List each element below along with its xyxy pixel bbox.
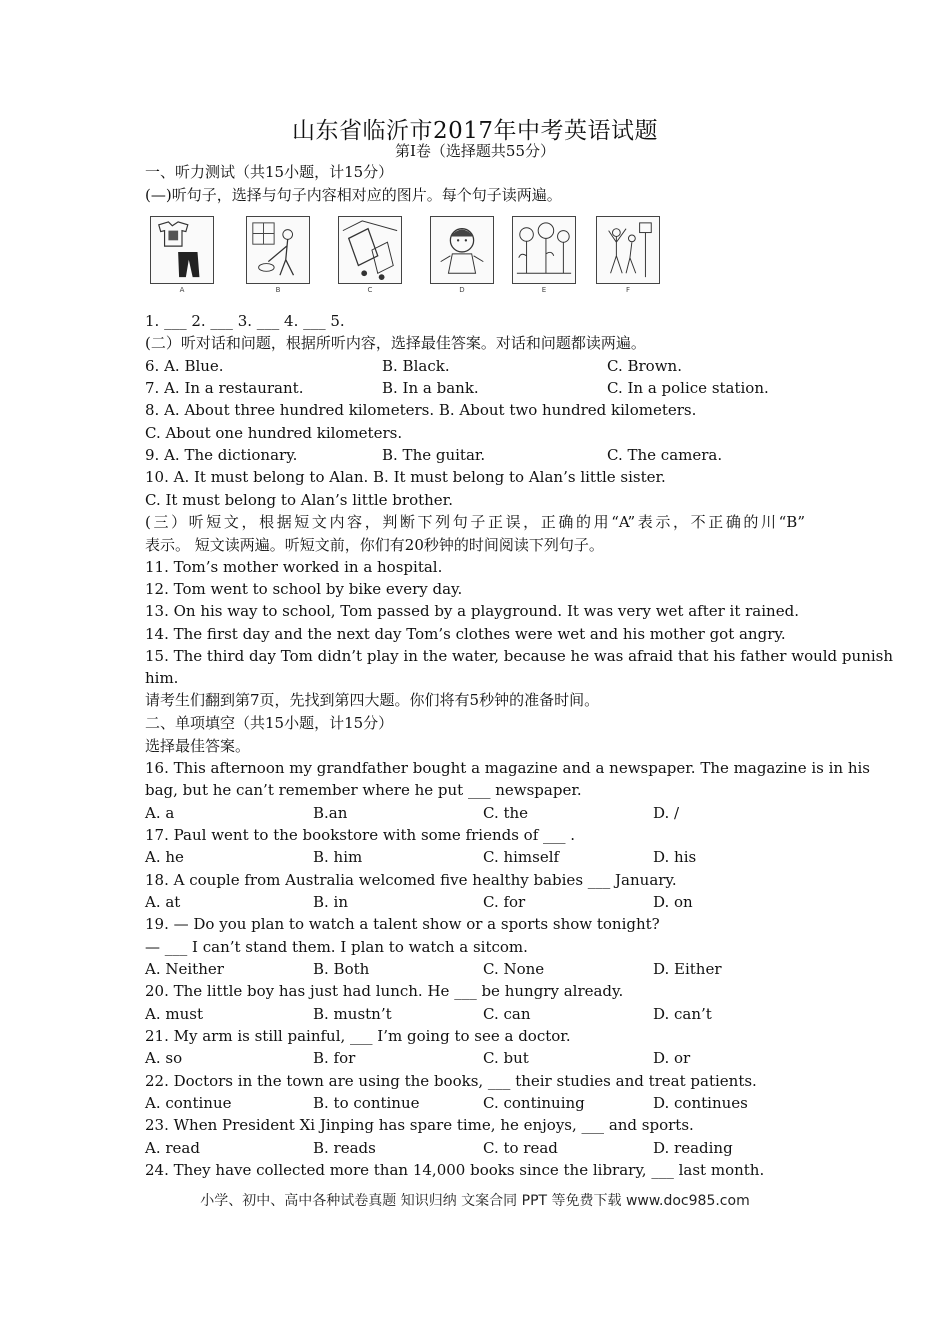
q20-option-c: C. can bbox=[483, 1005, 531, 1023]
listening-pictures bbox=[150, 216, 670, 296]
answer-line-1-5: 1. ___ 2. ___ 3. ___ 4. ___ 5. bbox=[145, 312, 345, 330]
q19-line1: 19. — Do you plan to watch a talent show or a sports show tonight? bbox=[145, 915, 660, 933]
q21-option-a: A. so bbox=[145, 1049, 183, 1067]
q18-option-d: D. on bbox=[653, 893, 693, 911]
q23-option-d: D. reading bbox=[653, 1139, 733, 1157]
q8-line1: 8. A. About three hundred kilometers. B. About two hundred kilometers. bbox=[145, 401, 697, 419]
q17-option-b: B. him bbox=[313, 848, 363, 866]
q22-option-a: A. continue bbox=[145, 1094, 232, 1112]
part3-instruction-line1: (三）听短文，根据短文内容，判断下列句子正误，正确的用“A”表示，不正确的川“B” bbox=[145, 513, 805, 531]
q19-line2: — ___ I can’t stand them. I plan to watch a sitcom. bbox=[145, 938, 528, 956]
q14: 14. The first day and the next day Tom’s clothes were wet and his mother got angry. bbox=[145, 625, 786, 643]
q20-option-d: D. can’t bbox=[653, 1005, 712, 1023]
q9-option-b: B. The guitar. bbox=[382, 446, 486, 464]
q24: 24. They have collected more than 14,000 books since the library, ___ last month. bbox=[145, 1161, 765, 1179]
picture-d-girl bbox=[430, 216, 494, 284]
picture-e-label: E bbox=[541, 286, 547, 294]
page-subtitle: 第Ⅰ卷（选择题共55分） bbox=[394, 142, 555, 160]
part2-instruction: (二）听对话和问题，根据所听内容，选择最佳答案。对话和问题都读两遍。 bbox=[145, 334, 646, 352]
picture-c-shopping bbox=[338, 216, 402, 284]
q16-line1: 16. This afternoon my grandfather bought a magazine and a newspaper. The magazine is in his bbox=[145, 759, 871, 777]
picture-c-label: C bbox=[367, 286, 373, 294]
q16-option-c: C. the bbox=[483, 804, 529, 822]
picture-f-label: F bbox=[625, 286, 631, 294]
q21: 21. My arm is still painful, ___ I’m going to see a doctor. bbox=[145, 1027, 571, 1045]
q8-line2: C. About one hundred kilometers. bbox=[145, 424, 403, 442]
section2-heading: 二、单项填空（共15小题，计15分） bbox=[145, 714, 394, 732]
turn-page-note: 请考生们翻到第7页，先找到第四大题。你们将有5秒钟的准备时间。 bbox=[145, 691, 600, 709]
q23: 23. When President Xi Jinping has spare time, he enjoys, ___ and sports. bbox=[145, 1116, 694, 1134]
q16-option-b: B.an bbox=[313, 804, 348, 822]
q7-option-b: B. In a bank. bbox=[382, 379, 479, 397]
picture-f-basketball bbox=[596, 216, 660, 284]
q16-option-d: D. / bbox=[653, 804, 680, 822]
q15-line1: 15. The third day Tom didn’t play in the water, because he was afraid that his father would punish bbox=[145, 647, 894, 665]
q9-option-a: 9. A. The dictionary. bbox=[145, 446, 298, 464]
picture-d-label: D bbox=[459, 286, 465, 294]
picture-e-flowers bbox=[512, 216, 576, 284]
q17-option-c: C. himself bbox=[483, 848, 560, 866]
q20-option-b: B. mustn’t bbox=[313, 1005, 392, 1023]
q6-option-a: 6. A. Blue. bbox=[145, 357, 224, 375]
q17-option-d: D. his bbox=[653, 848, 697, 866]
q17-option-a: A. he bbox=[145, 848, 184, 866]
q22-option-d: D. continues bbox=[653, 1094, 748, 1112]
picture-a-clothes bbox=[150, 216, 214, 284]
q19-option-a: A. Neither bbox=[145, 960, 224, 978]
q23-option-c: C. to read bbox=[483, 1139, 558, 1157]
q10-line1: 10. A. It must belong to Alan. B. It must belong to Alan’s little sister. bbox=[145, 468, 666, 486]
q7-option-c: C. In a police station. bbox=[607, 379, 769, 397]
section1-heading: 一、听力测试（共15小题，计15分） bbox=[145, 163, 394, 181]
q21-option-c: C. but bbox=[483, 1049, 529, 1067]
q22: 22. Doctors in the town are using the books, ___ their studies and treat patients. bbox=[145, 1072, 757, 1090]
q6-option-c: C. Brown. bbox=[607, 357, 682, 375]
q16-line2: bag, but he can’t remember where he put ___ newspaper. bbox=[145, 781, 582, 799]
q17: 17. Paul went to the bookstore with some friends of ___ . bbox=[145, 826, 576, 844]
q21-option-b: B. for bbox=[313, 1049, 356, 1067]
page-title: 山东省临沂市2017年中考英语试题 bbox=[291, 118, 659, 144]
q18-option-b: B. in bbox=[313, 893, 349, 911]
q7-option-a: 7. A. In a restaurant. bbox=[145, 379, 304, 397]
q19-option-d: D. Either bbox=[653, 960, 722, 978]
q16-option-a: A. a bbox=[145, 804, 175, 822]
picture-b-cleaning bbox=[246, 216, 310, 284]
q19-option-b: B. Both bbox=[313, 960, 370, 978]
q6-option-b: B. Black. bbox=[382, 357, 450, 375]
q15-line2: him. bbox=[145, 669, 179, 687]
q22-option-c: C. continuing bbox=[483, 1094, 585, 1112]
q18: 18. A couple from Australia welcomed five healthy babies ___ January. bbox=[145, 871, 677, 889]
q23-option-a: A. read bbox=[145, 1139, 200, 1157]
q18-option-a: A. at bbox=[145, 893, 181, 911]
q11: 11. Tom’s mother worked in a hospital. bbox=[145, 558, 443, 576]
q9-option-c: C. The camera. bbox=[607, 446, 723, 464]
q22-option-b: B. to continue bbox=[313, 1094, 420, 1112]
q20: 20. The little boy has just had lunch. He ___ be hungry already. bbox=[145, 982, 624, 1000]
q23-option-b: B. reads bbox=[313, 1139, 376, 1157]
q21-option-d: D. or bbox=[653, 1049, 691, 1067]
q18-option-c: C. for bbox=[483, 893, 526, 911]
q10-line2: C. It must belong to Alan’s little brother. bbox=[145, 491, 453, 509]
section2-instruction: 选择最佳答案。 bbox=[145, 737, 251, 755]
picture-b-label: B bbox=[275, 286, 281, 294]
q19-option-c: C. None bbox=[483, 960, 545, 978]
part1-instruction: (—)听句子，选择与句子内容相对应的图片。每个句子读两遍。 bbox=[145, 186, 562, 204]
part3-instruction-line2: 表示。 短文读两遍。听短文前，你们有20秒钟的时间阅读下列句子。 bbox=[145, 536, 604, 554]
q13: 13. On his way to school, Tom passed by a playground. It was very wet after it rained. bbox=[145, 602, 799, 620]
q20-option-a: A. must bbox=[145, 1005, 203, 1023]
page-footer: 小学、初中、高中各种试卷真题 知识归纳 文案合同 PPT 等免费下载 www.doc985.com bbox=[200, 1193, 750, 1209]
q12: 12. Tom went to school by bike every day. bbox=[145, 580, 463, 598]
picture-a-label: A bbox=[179, 286, 185, 294]
